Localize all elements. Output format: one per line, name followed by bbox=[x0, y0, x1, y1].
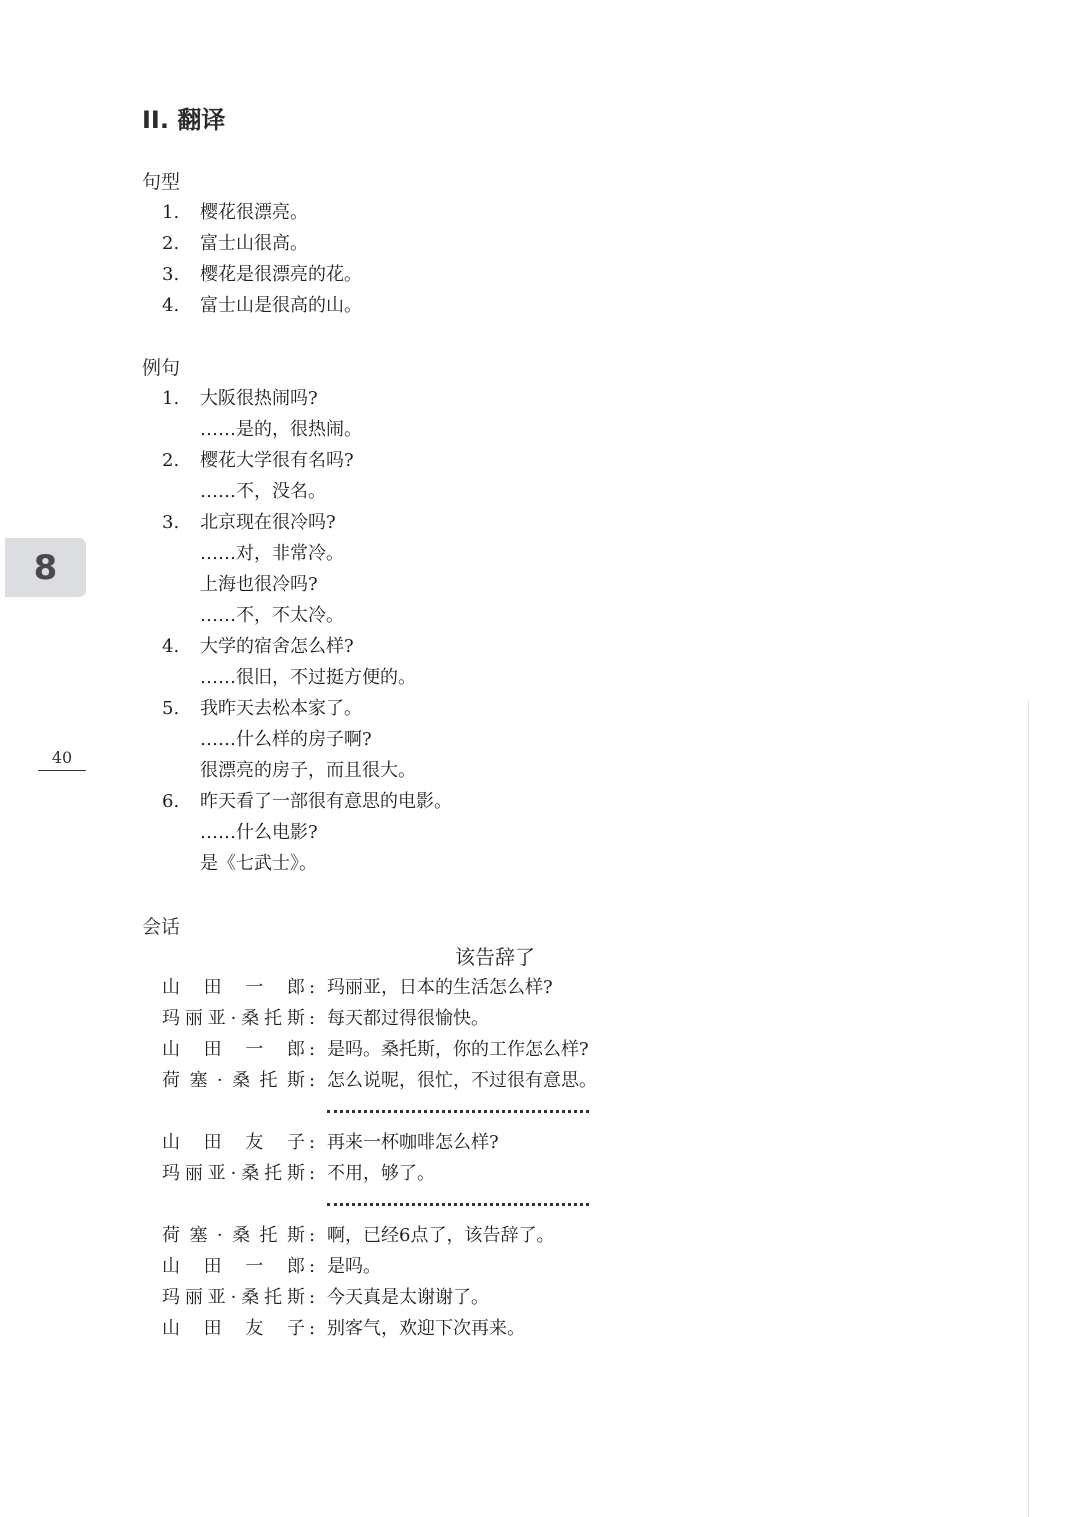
speaker-colon: : bbox=[309, 1132, 316, 1153]
dialogue-line: 啊，已经6点了，该告辞了。 bbox=[327, 1225, 555, 1246]
dialogue-line: 不用，够了。 bbox=[327, 1163, 435, 1184]
example-line: 北京现在很冷吗? bbox=[200, 512, 336, 533]
speaker-colon: : bbox=[309, 1256, 316, 1277]
dialogue-line: 怎么说呢，很忙，不过很有意思。 bbox=[327, 1070, 597, 1091]
pattern-number: 4. bbox=[162, 295, 180, 316]
chapter-tab: 8 bbox=[5, 538, 86, 597]
example-line: 很漂亮的房子，而且很大。 bbox=[200, 760, 416, 781]
example-line: 樱花大学很有名吗? bbox=[200, 450, 354, 471]
speaker-name: 玛 丽 亚 · 桑 托 斯 bbox=[162, 1008, 305, 1029]
example-number: 6. bbox=[162, 791, 180, 812]
example-line: 上海也很冷吗? bbox=[200, 574, 318, 595]
example-number: 1. bbox=[162, 388, 180, 409]
dotted-separator bbox=[327, 1203, 589, 1206]
dialogue-line: 每天都过得很愉快。 bbox=[327, 1008, 489, 1029]
section-title: II. 翻译 bbox=[142, 106, 226, 134]
example-line: 我昨天去松本家了。 bbox=[200, 698, 362, 719]
pattern-text: 富士山很高。 bbox=[200, 233, 308, 254]
dialogue-line: 今天真是太谢谢了。 bbox=[327, 1287, 489, 1308]
example-number: 5. bbox=[162, 698, 180, 719]
example-line: ……不，没名。 bbox=[200, 481, 326, 502]
dotted-separator bbox=[327, 1110, 589, 1113]
example-number: 3. bbox=[162, 512, 180, 533]
speaker-name: 山 田 友 子 bbox=[162, 1318, 305, 1339]
page-number: 40 bbox=[38, 746, 86, 771]
speaker-name: 玛 丽 亚 · 桑 托 斯 bbox=[162, 1163, 305, 1184]
example-line: 大学的宿舍怎么样? bbox=[200, 636, 354, 657]
dialogue-title: 该告辞了 bbox=[455, 945, 535, 969]
example-line: ……很旧，不过挺方便的。 bbox=[200, 667, 416, 688]
speaker-colon: : bbox=[309, 1287, 316, 1308]
speaker-colon: : bbox=[309, 1039, 316, 1060]
example-line: ……什么电影? bbox=[200, 822, 318, 843]
pattern-number: 2. bbox=[162, 233, 180, 254]
pattern-number: 3. bbox=[162, 264, 180, 285]
speaker-name: 山 田 一 郎 bbox=[162, 1256, 305, 1277]
speaker-name: 山 田 一 郎 bbox=[162, 977, 305, 998]
speaker-colon: : bbox=[309, 1318, 316, 1339]
pattern-text: 富士山是很高的山。 bbox=[200, 295, 362, 316]
example-number: 2. bbox=[162, 450, 180, 471]
speaker-name: 荷 塞 · 桑 托 斯 bbox=[162, 1070, 305, 1091]
speaker-name: 荷 塞 · 桑 托 斯 bbox=[162, 1225, 305, 1246]
example-line: 大阪很热闹吗? bbox=[200, 388, 318, 409]
speaker-name: 山 田 友 子 bbox=[162, 1132, 305, 1153]
dialogue-line: 是吗。 bbox=[327, 1256, 381, 1277]
speaker-colon: : bbox=[309, 977, 316, 998]
speaker-colon: : bbox=[309, 1070, 316, 1091]
speaker-colon: : bbox=[309, 1163, 316, 1184]
dialogue-line: 别客气，欢迎下次再来。 bbox=[327, 1318, 525, 1339]
example-line: ……什么样的房子啊? bbox=[200, 729, 372, 750]
example-number: 4. bbox=[162, 636, 180, 657]
example-line: 昨天看了一部很有意思的电影。 bbox=[200, 791, 452, 812]
pattern-text: 樱花是很漂亮的花。 bbox=[200, 264, 362, 285]
speaker-colon: : bbox=[309, 1225, 316, 1246]
page-edge-line bbox=[1028, 700, 1029, 1517]
speaker-colon: : bbox=[309, 1008, 316, 1029]
example-line: ……不，不太冷。 bbox=[200, 605, 344, 626]
speaker-name: 玛 丽 亚 · 桑 托 斯 bbox=[162, 1287, 305, 1308]
pattern-text: 樱花很漂亮。 bbox=[200, 202, 308, 223]
conversation-heading: 会话 bbox=[142, 916, 181, 938]
example-line: ……对，非常冷。 bbox=[200, 543, 344, 564]
dialogue-line: 是吗。桑托斯，你的工作怎么样? bbox=[327, 1039, 589, 1060]
examples-heading: 例句 bbox=[142, 357, 181, 379]
example-line: ……是的，很热闹。 bbox=[200, 419, 362, 440]
dialogue-line: 再来一杯咖啡怎么样? bbox=[327, 1132, 499, 1153]
pattern-number: 1. bbox=[162, 202, 180, 223]
example-line: 是《七武士》。 bbox=[200, 853, 317, 874]
dialogue-line: 玛丽亚，日本的生活怎么样? bbox=[327, 977, 553, 998]
sentence-patterns-heading: 句型 bbox=[142, 171, 181, 193]
speaker-name: 山 田 一 郎 bbox=[162, 1039, 305, 1060]
